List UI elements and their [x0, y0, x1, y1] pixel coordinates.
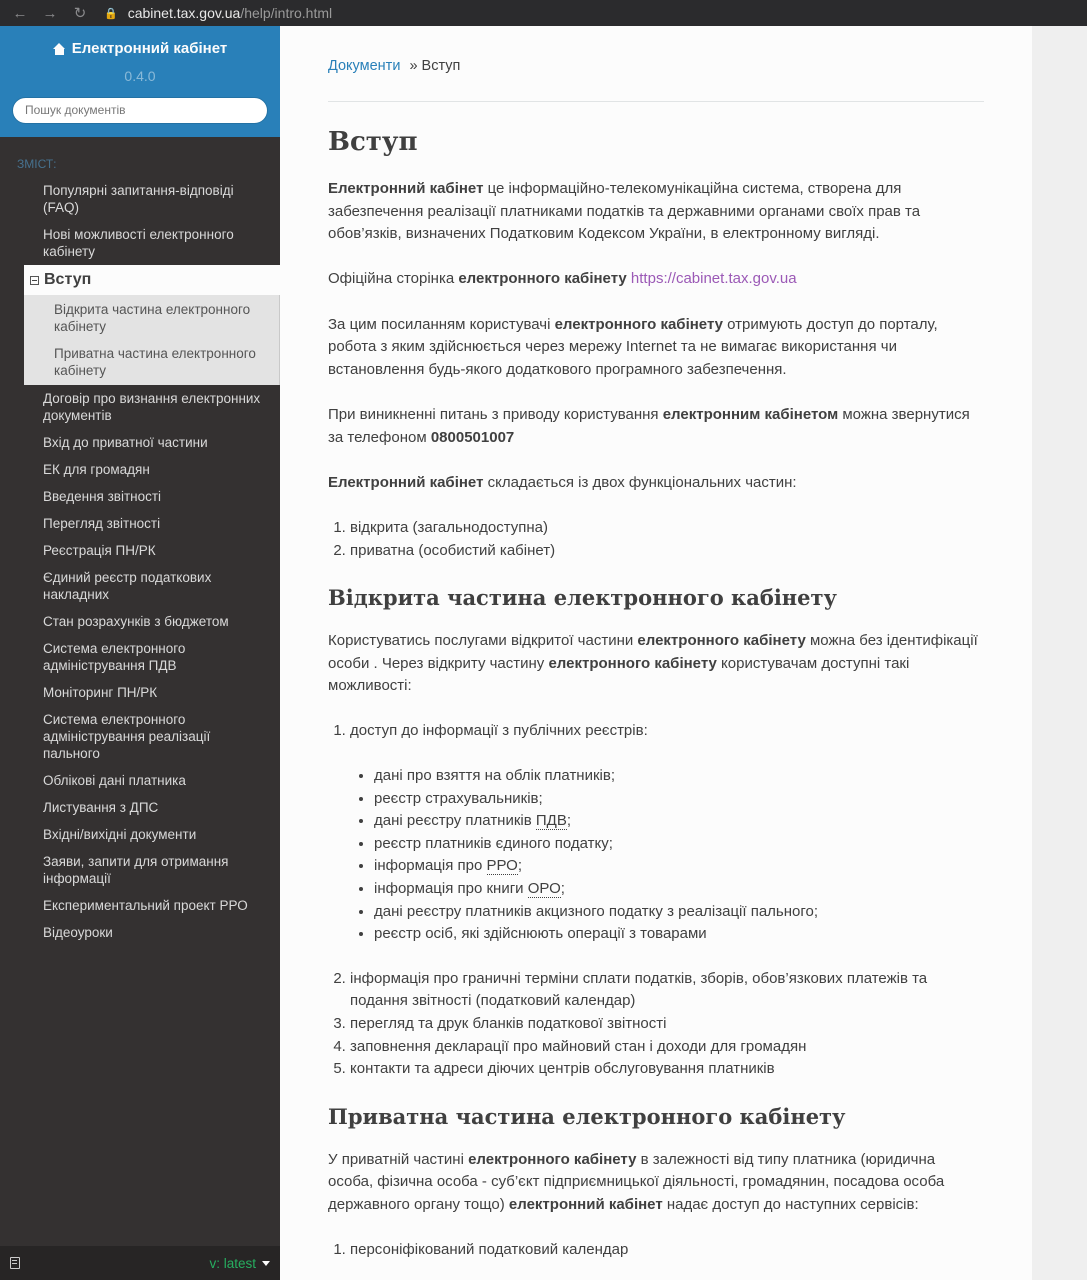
- toc-item[interactable]: Нові можливості електронного кабінету: [43, 227, 234, 259]
- sidebar: [0, 26, 280, 1280]
- bold-text: електронного кабінету: [548, 654, 717, 672]
- breadcrumb: [328, 54, 984, 78]
- project-home-link[interactable]: [53, 40, 227, 57]
- list-item: 2. приватна (особистий кабінет): [350, 540, 984, 563]
- toc-item[interactable]: Вхідні/вихідні документи: [43, 827, 197, 842]
- text: складається із двох функціональних частин:: [483, 473, 797, 491]
- toc-item[interactable]: Облікові дані платника: [43, 773, 186, 788]
- sidebar-header: [0, 26, 280, 137]
- text: дані реєстру платників: [374, 812, 536, 830]
- breadcrumb-current: Вступ: [421, 57, 461, 74]
- open-features-list: [350, 720, 984, 1080]
- lock-icon: 🔒: [104, 7, 118, 20]
- parts-list: [350, 517, 984, 562]
- abbreviation[interactable]: ПДВ: [535, 812, 567, 830]
- bold-text: Електронний кабінет: [328, 180, 484, 197]
- text: можна без ідентифікації особи . Через відкриту частину: [328, 632, 978, 672]
- content-area: [280, 26, 1032, 1280]
- project-title: Електронний кабінет: [71, 40, 228, 57]
- bold-text: електронним кабінетом: [662, 405, 839, 423]
- text: отримують доступ до порталу, робота з яким здійснюється через мережу Internet та не вимагає використання чи встановлення будь-якого додаткового програмного забезпечення.: [328, 315, 938, 378]
- bold-text: електронного кабінету: [458, 270, 627, 288]
- paragraph: [328, 472, 984, 495]
- version-selector[interactable]: [209, 1256, 270, 1271]
- toc-item[interactable]: Експериментальний проект РРО: [43, 898, 248, 913]
- toc-caption: ЗМІСТ:: [17, 157, 57, 171]
- reload-icon[interactable]: ↻: [73, 5, 87, 22]
- text: ;: [560, 880, 565, 898]
- toc-item[interactable]: Система електронного адміністрування ПДВ: [43, 641, 186, 673]
- list-item: 1. персоніфікований податковий календар: [350, 1239, 984, 1262]
- toc-list: [24, 177, 280, 946]
- bold-text: Електронний кабінет: [328, 473, 484, 491]
- breadcrumb-separator: »: [409, 57, 418, 74]
- section-heading-open: Відкрита частина електронного кабінету: [328, 585, 837, 611]
- document: [280, 26, 1032, 1262]
- toc-item[interactable]: Договір про визнання електронних документів: [43, 391, 261, 423]
- text: У приватній частині: [328, 1150, 469, 1168]
- toc-item[interactable]: Популярні запитання-відповіді (FAQ): [43, 183, 234, 215]
- breadcrumb-root-link[interactable]: Документи: [328, 57, 401, 74]
- collapse-icon[interactable]: [30, 276, 39, 285]
- toc-item[interactable]: Моніторинг ПН/РК: [43, 685, 158, 700]
- text: ;: [517, 857, 523, 875]
- bold-text: електронного кабінету: [468, 1150, 637, 1168]
- page-title: Вступ: [328, 127, 418, 157]
- list-item: • реєстр осіб, які здійснюють операції з товарами: [374, 923, 984, 946]
- toc-item[interactable]: Система електронного адміністрування реалізації пального: [43, 712, 211, 761]
- text: За цим посиланням користувачі: [328, 315, 555, 333]
- list-item: [374, 878, 984, 901]
- text: Офіційна сторінка: [328, 270, 459, 288]
- toc-subitem[interactable]: Приватна частина електронного кабінету: [24, 341, 280, 385]
- paragraph: [328, 268, 984, 291]
- version-label: v: latest: [209, 1255, 256, 1271]
- text: інформація про книги: [374, 880, 528, 898]
- toc-item[interactable]: Стан розрахунків з бюджетом: [43, 614, 229, 629]
- text: можна звернутися за телефоном: [328, 405, 970, 446]
- bold-text: електронний кабінет: [508, 1195, 663, 1213]
- toc-item[interactable]: Перегляд звітності: [43, 516, 161, 531]
- list-item: [374, 855, 984, 878]
- browser-toolbar: [0, 0, 1087, 26]
- toc-item[interactable]: Введення звітності: [43, 489, 162, 504]
- paragraph: [328, 1149, 984, 1217]
- paragraph: [328, 178, 984, 246]
- list-item: • дані про взяття на облік платників;: [374, 765, 984, 788]
- right-gutter: [1032, 26, 1087, 1280]
- toc-item-current[interactable]: [24, 265, 280, 295]
- abbreviation[interactable]: ОРО: [527, 880, 561, 898]
- versions-footer[interactable]: [0, 1246, 280, 1280]
- divider: [328, 101, 984, 102]
- list-item: 1. відкрита (загальнодоступна): [350, 517, 984, 540]
- official-site-link[interactable]: https://cabinet.tax.gov.ua: [630, 270, 797, 288]
- text: Користуватись послугами відкритої частини: [328, 632, 638, 650]
- back-arrow-icon[interactable]: ←: [12, 4, 28, 22]
- home-icon: [53, 43, 66, 55]
- toc-subitem[interactable]: Відкрита частина електронного кабінету: [24, 295, 280, 341]
- toc-item[interactable]: Вхід до приватної частини: [43, 435, 208, 450]
- search-input[interactable]: [12, 97, 268, 124]
- address-bar[interactable]: [104, 0, 332, 26]
- list-item: 5. контакти та адреси діючих центрів обслуговування платників: [350, 1058, 984, 1081]
- bold-text: електронного кабінету: [637, 632, 806, 650]
- paragraph: [328, 630, 984, 698]
- list-item: [350, 720, 984, 945]
- paragraph: [328, 404, 984, 449]
- toc-item[interactable]: Єдиний реєстр податкових накладних: [43, 570, 212, 602]
- toc-item[interactable]: Заяви, запити для отримання інформації: [43, 854, 229, 886]
- list-item: 2. інформація про граничні терміни сплати податків, зборів, обов’язкових платежів та подання звітності (податковий календар): [350, 968, 984, 1013]
- list-item: 3. перегляд та друк бланків податкової звітності: [350, 1013, 984, 1036]
- toc-current-label: Вступ: [44, 271, 92, 288]
- toc-item[interactable]: Відеоуроки: [43, 925, 113, 940]
- book-icon: [10, 1257, 20, 1269]
- list-item: • реєстр страхувальників;: [374, 788, 984, 811]
- phone-number: 0800501007: [430, 428, 515, 446]
- url-path: /help/intro.html: [240, 5, 333, 21]
- forward-arrow-icon[interactable]: →: [42, 4, 58, 22]
- list-item: [374, 810, 984, 833]
- private-features-list: [350, 1239, 984, 1262]
- list-item: • дані реєстру платників акцизного податку з реалізації пального;: [374, 901, 984, 924]
- project-version: 0.4.0: [124, 67, 156, 84]
- text: це інформаційно-телекомунікаційна система, створена для забезпечення реалізації платниками податків та державними органами своїх прав та обов’язків, визначених Податковим Кодексом України, в електронному вигляді.: [328, 180, 921, 243]
- text: інформація про: [374, 857, 487, 875]
- toc-item[interactable]: ЕК для громадян: [43, 462, 150, 477]
- registries-list: [374, 765, 984, 946]
- toc-item[interactable]: Реєстрація ПН/РК: [43, 543, 156, 558]
- text: ;: [566, 812, 572, 830]
- abbreviation[interactable]: РРО: [486, 857, 518, 875]
- bold-text: електронного кабінету: [554, 315, 723, 333]
- caret-down-icon: [262, 1261, 270, 1266]
- paragraph: [328, 314, 984, 382]
- text: надає доступ до наступних сервісів:: [662, 1195, 919, 1213]
- text: в залежності від типу платника (юридична особа, фізична особа - суб’єкт підприємницької діяльності, громадянин, посадова особа державного органу тощо): [328, 1150, 945, 1213]
- section-heading-private: Приватна частина електронного кабінету: [328, 1103, 846, 1129]
- list-item: • реєстр платників єдиного податку;: [374, 833, 984, 856]
- url-host: cabinet.tax.gov.ua: [127, 5, 241, 21]
- toc-item[interactable]: Листування з ДПС: [43, 800, 159, 815]
- text: користувачам доступні такі можливості:: [328, 654, 910, 695]
- text: доступ до інформації з публічних реєстрів:: [350, 722, 648, 740]
- text: При виникненні питань з приводу користування: [328, 405, 663, 423]
- list-item: 4. заповнення декларації про майновий стан і доходи для громадян: [350, 1036, 984, 1059]
